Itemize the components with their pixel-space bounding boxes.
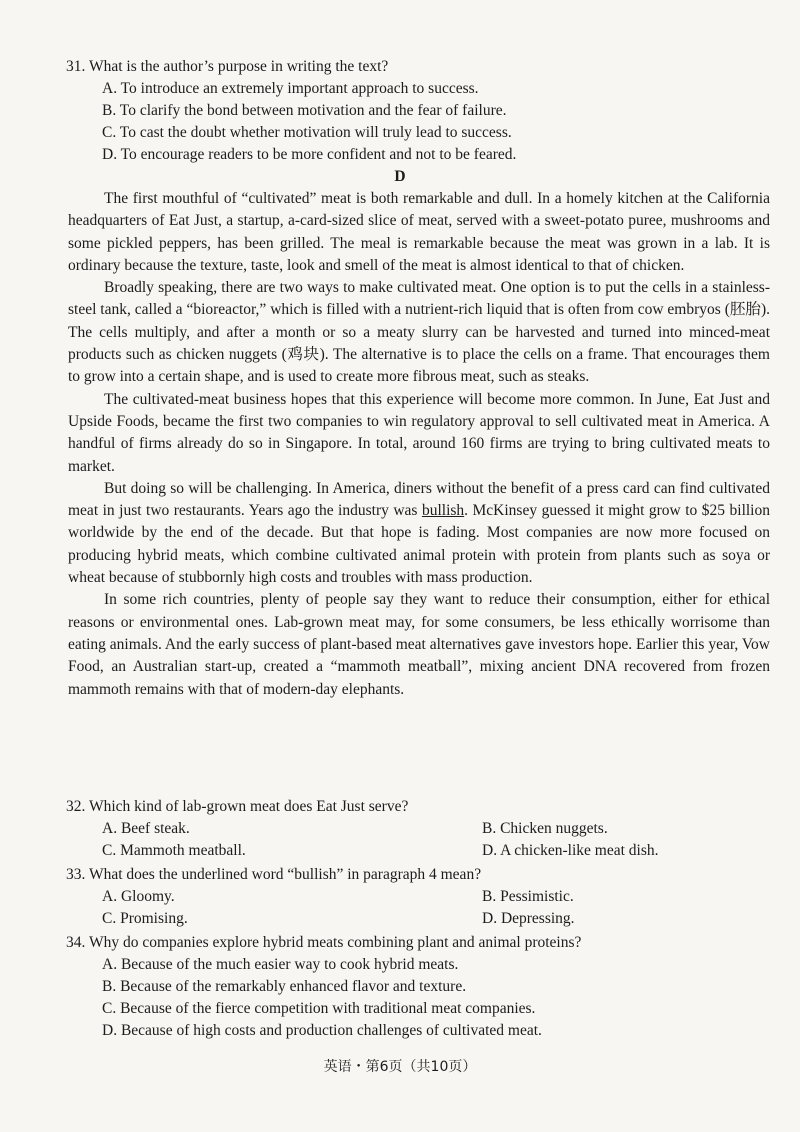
question-33-option-d: D. Depressing. — [482, 910, 575, 927]
question-32-option-a: A. Beef steak. — [102, 820, 190, 837]
question-32-option-c: C. Mammoth meatball. — [102, 842, 246, 859]
question-31-stem: 31. What is the author’s purpose in writing the text? — [66, 58, 389, 75]
question-32-option-b: B. Chicken nuggets. — [482, 820, 608, 837]
page-footer: 英语・第6页（共10页） — [323, 1059, 477, 1075]
question-32 — [0, 796, 800, 862]
question-34-option-d: D. Because of high costs and production challenges of cultivated meat. — [102, 1022, 542, 1039]
passage-section — [0, 166, 800, 701]
question-33 — [0, 864, 800, 930]
question-31 — [0, 56, 800, 166]
question-31-option-c: C. To cast the doubt whether motivation will truly lead to success. — [102, 124, 512, 141]
passage-paragraph-1: The first mouthful of “cultivated” meat is both remarkable and dull. In a homely kitchen at the California headquarters of Eat Just, a startup, a-card-sized slice of meat, served with a sweet-potato puree, mushrooms and some pickled peppers, has been grilled. The meal is remarkable because the meat was grown in a lab. It is ordinary because the texture, taste, look and smell of the meat is almost identical to that of chicken. — [68, 190, 770, 274]
question-34-option-a: A. Because of the much easier way to cook hybrid meats. — [102, 956, 459, 973]
passage-paragraph-3: The cultivated-meat business hopes that this experience will become more common. In June, Eat Just and Upside Foods, became the first two companies to win regulatory approval to sell cultivated meat in America. A handful of firms already do so in Singapore. In total, around 160 firms are trying to bring cultivated meats to market. — [68, 390, 770, 475]
question-31-option-a: A. To introduce an extremely important approach to success. — [102, 80, 479, 97]
question-34-option-c: C. Because of the fierce competition with traditional meat companies. — [102, 1000, 536, 1017]
question-34-stem: 34. Why do companies explore hybrid meats combining plant and animal proteins? — [66, 934, 582, 951]
question-32-option-d: D. A chicken-like meat dish. — [482, 842, 659, 859]
question-32-stem: 32. Which kind of lab-grown meat does Eat Just serve? — [66, 798, 409, 815]
p4-text-after: . McKinsey guessed it might grow to $25 billion worldwide by the end of the decade. But that hope is fading. Most companies are now more focused on producing hybrid meats, which combine cultivated animal protein with protein from plants such as soya or wheat because of stubbornly high costs and troubles with mass production. — [68, 502, 770, 587]
passage-paragraph-4 — [68, 478, 770, 589]
question-33-option-b: B. Pessimistic. — [482, 888, 574, 905]
question-31-option-d: D. To encourage readers to be more confident and not to be feared. — [102, 146, 517, 163]
question-31-option-b: B. To clarify the bond between motivation and the fear of failure. — [102, 102, 507, 119]
passage-paragraph-5: In some rich countries, plenty of people say they want to reduce their consumption, either for ethical reasons or environmental ones. Lab-grown meat may, for some consumers, be less ethically worrisome than eating animals. And the early success of plant-based meat alternatives gave investors hope. Earlier this year, Vow Food, an Australian start-up, created a “mammoth meatball”, mixing ancient DNA recovered from frozen mammoth remains with that of modern-day elephants. — [68, 591, 770, 698]
question-33-option-a: A. Gloomy. — [102, 888, 175, 905]
underlined-word-bullish: bullish — [421, 502, 465, 520]
question-33-stem: 33. What does the underlined word “bullish” in paragraph 4 mean? — [66, 866, 482, 883]
passage-paragraph-2: Broadly speaking, there are two ways to make cultivated meat. One option is to put the cells in a stainless-steel tank, called a “bioreactor,” which is filled with a nutrient-rich liquid that is often from cow embryos (胚胎). The cells multiply, and after a month or so a meaty slurry can be harvested and turned into minced-meat products such as chicken nuggets (鸡块). The alternative is to place the cells on a frame. That encourages them to grow into a certain shape, and is used to create more fibrous meat, such as steaks. — [68, 279, 770, 386]
p4-text-before: But doing so will be challenging. In America, diners without the benefit of a press card can find cultivated meat in just two restaurants. Years ago the industry was — [68, 479, 770, 520]
question-34 — [0, 932, 800, 1042]
section-letter: D — [394, 168, 406, 185]
question-34-option-b: B. Because of the remarkably enhanced flavor and texture. — [102, 978, 467, 995]
question-33-option-c: C. Promising. — [102, 910, 188, 927]
